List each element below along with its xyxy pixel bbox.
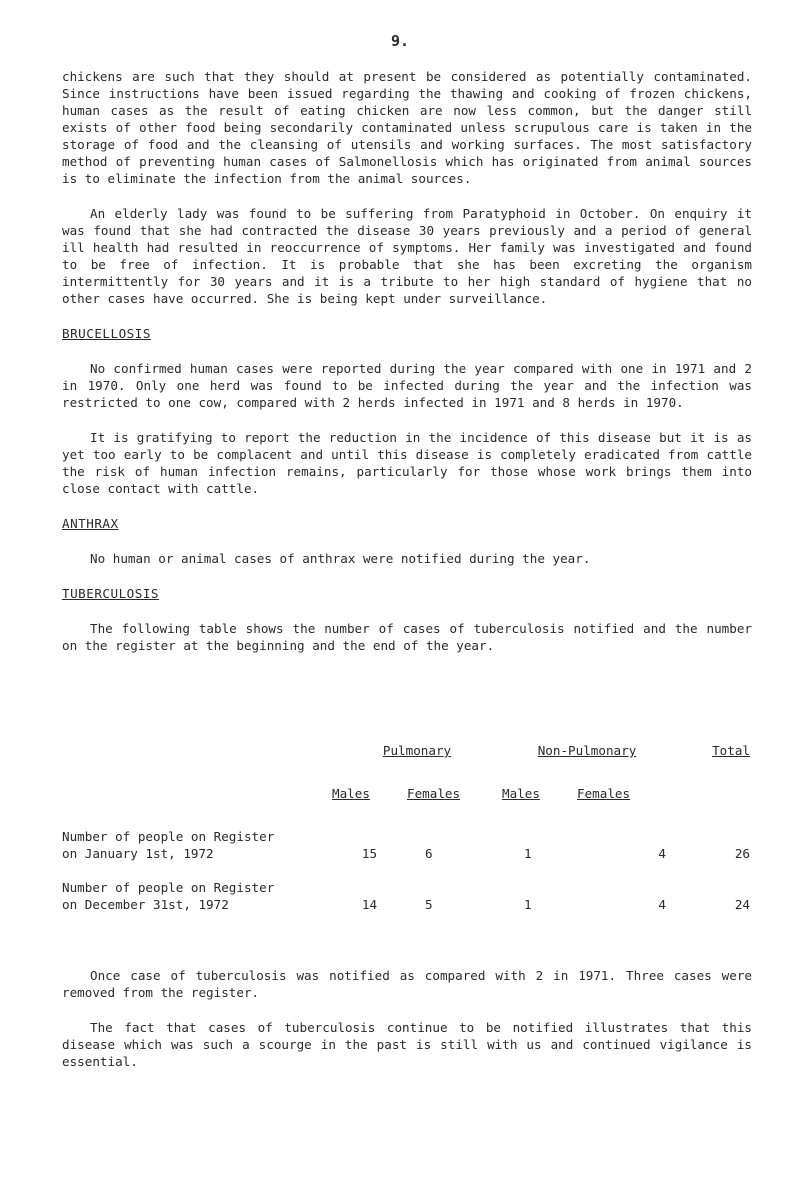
total-cell: 24 xyxy=(734,897,750,912)
row-label: on December 31st, 1972 xyxy=(62,897,229,912)
brucellosis-commentary-paragraph: It is gratifying to report the reduction in the incidence of this disease but it is as yet too early to be complacent and until this disease is completely eradicated from cattle the risk of human infection remains, particularly for those whose work brings them into close contact with cattle. xyxy=(62,430,752,496)
row-label: on January 1st, 1972 xyxy=(62,846,214,861)
anthrax-heading: ANTHRAX xyxy=(62,516,119,531)
row-label: Number of people on Register xyxy=(62,829,275,844)
pulmonary-header: Pulmonary xyxy=(382,743,452,758)
document-body xyxy=(62,68,752,654)
table-row xyxy=(62,829,750,846)
brucellosis-cases-paragraph: No confirmed human cases were reported during the year compared with one in 1971 and 2 in 1970. Only one herd was found to be infected during the year and the infection was restricted to one cow, compared with 2 herds infected in 1971 and 8 herds in 1970. xyxy=(62,361,752,410)
pulmonary-females-cell: 5 xyxy=(425,897,433,912)
tuberculosis-notified-paragraph: Once case of tuberculosis was notified as compared with 2 in 1971. Three cases were removed from the register. xyxy=(62,968,752,1000)
non-pulmonary-females-cell: 4 xyxy=(658,897,666,912)
pulmonary-males-cell: 15 xyxy=(361,846,378,861)
non-pulmonary-males-header: Males xyxy=(502,786,540,801)
non-pulmonary-males-cell: 1 xyxy=(524,846,532,861)
total-header: Total xyxy=(712,743,750,758)
pulmonary-males-cell: 14 xyxy=(361,897,378,912)
non-pulmonary-males-cell: 1 xyxy=(524,897,532,912)
pulmonary-males-header: Males xyxy=(332,786,370,801)
non-pulmonary-females-cell: 4 xyxy=(658,846,666,861)
non-pulmonary-header: Non-Pulmonary xyxy=(537,743,637,758)
non-pulmonary-females-header: Females xyxy=(577,786,631,801)
tuberculosis-heading: TUBERCULOSIS xyxy=(62,586,159,601)
pulmonary-females-cell: 6 xyxy=(425,846,433,861)
tuberculosis-register-table xyxy=(62,743,750,914)
anthrax-paragraph: No human or animal cases of anthrax were notified during the year. xyxy=(90,551,591,566)
salmonella-paragraph: chickens are such that they should at present be considered as potentially contaminated. Since instructions have been issued regarding the thawing and cooking of frozen chickens, human cases as the result of eating chicken are now less common, but the danger still exists of other food being secondarily contaminated unless scrupulous care is taken in the storage of food and the cleansing of utensils and working surfaces. The most satisfactory method of preventing human cases of Salmonellosis which has originated from animal sources is to eliminate the infection from the animal sources. xyxy=(62,69,752,186)
brucellosis-heading: BRUCELLOSIS xyxy=(62,326,151,341)
table-row xyxy=(62,846,750,863)
document-body-lower xyxy=(62,967,752,1070)
tuberculosis-conclusion-paragraph: The fact that cases of tuberculosis continue to be notified illustrates that this disease which was such a scourge in the past is still with us and continued vigilance is essential. xyxy=(62,1020,752,1069)
paratyphoid-paragraph: An elderly lady was found to be suffering from Paratyphoid in October. On enquiry it was found that she had contracted the disease 30 years previously and a period of general ill health had resulted in reoccurrence of symptoms. Her family was investigated and found to be free of infection. It is probable that she has been excreting the organism intermittently for 30 years and it is a tribute to her high standard of hygiene that no other cases have occurred. She is being kept under surveillance. xyxy=(62,206,752,306)
pulmonary-females-header: Females xyxy=(407,786,461,801)
table-row xyxy=(62,897,750,914)
page-number: 9. xyxy=(390,32,410,50)
table-sub-header-row xyxy=(62,786,750,803)
table-row xyxy=(62,880,750,897)
tuberculosis-intro-paragraph: The following table shows the number of cases of tuberculosis notified and the number on the register at the beginning and the end of the year. xyxy=(62,621,752,653)
row-label: Number of people on Register xyxy=(62,880,275,895)
table-group-header-row xyxy=(62,743,750,760)
total-cell: 26 xyxy=(734,846,750,861)
